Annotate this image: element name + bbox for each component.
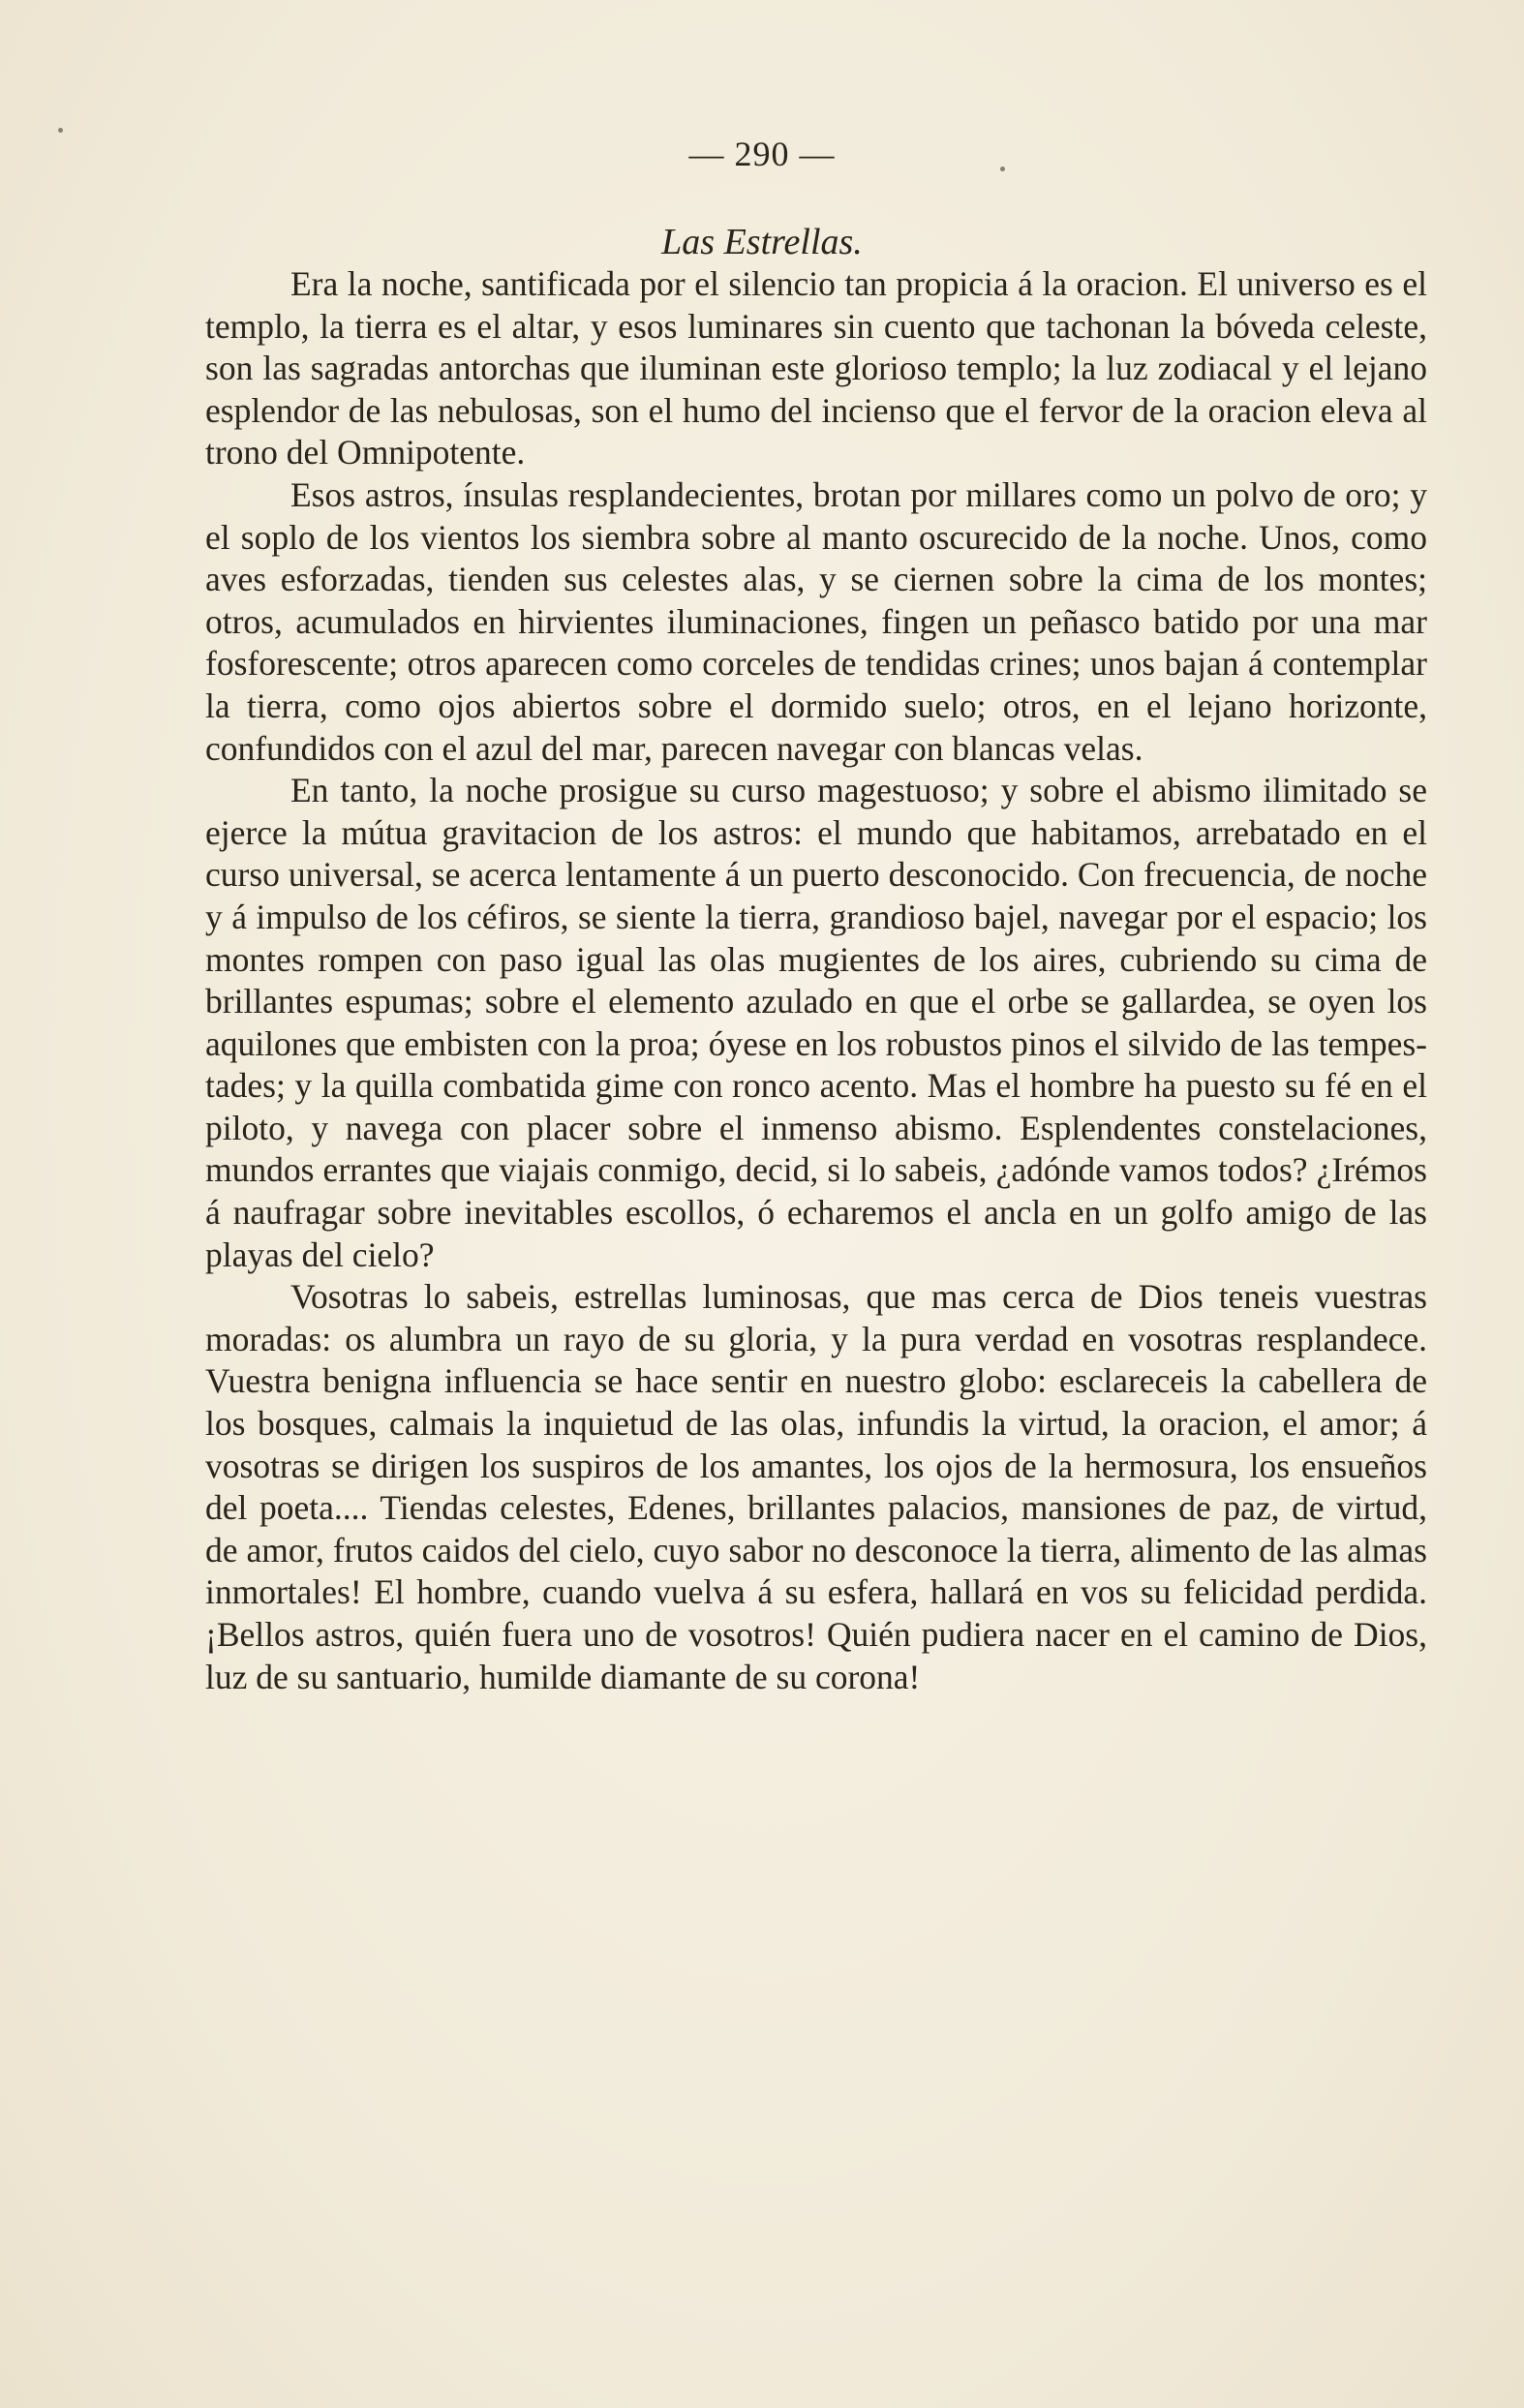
paragraph: Era la noche, santificada por el silencio tan propicia á la oracion. El universo es el templo, la tierra es el altar, y esos luminares sin cuento que tachonan la bóveda celeste, son las sagradas antorchas que iluminan este glorioso templo; la luz zodiacal y el lejano esplendor de las nebulosas, son el humo del incienso que el fervor de la oracion eleva al trono del Omnipotente. [205, 264, 1427, 472]
chapter-title: Las Estrellas. [661, 222, 863, 262]
paragraph: Esos astros, ínsulas resplandecientes, brotan por millares como un polvo de oro; y el soplo de los vientos los siembra sobre al manto oscurecido de la noche. Unos, como aves esforzadas, tienden sus celestes alas, y se ciernen sobre la cima de los montes; otros, acumulados en hirvientes iluminaciones, fingen un peñasco batido por una mar fosforescente; otros aparecen como corceles de tendidas crines; unos bajan á contemplar la tierra, como ojos abiertos sobre el dormido suelo; otros, en el lejano horizonte, confundidos con el azul del mar, parecen navegar con blancas velas. [205, 474, 1427, 768]
page-number: — 290 — [688, 135, 836, 173]
ink-speck [58, 128, 63, 133]
paragraph: En tanto, la noche prosigue su curso magestuoso; y sobre el abismo ilimitado se ejerce la mútua gravitacion de los astros: el mundo que habitamos, arrebatado en el curso universal, se acerca lentamente á un puerto desconocido. Con frecuencia, de noche y á impulso de los céfiros, se siente la tierra, grandioso bajel, navegar por el espacio; los montes rompen con paso igual las olas mugientes de los aires, cubriendo su cima de brillantes espumas; sobre el elemento azulado en que el orbe se gallardea, se oyen los aquilones que embisten con la proa; óyese en los robustos pinos el silvido de las tempestades; y la quilla combatida gime con ronco acento. Mas el hombre ha puesto su fé en el piloto, y navega con placer sobre el inmenso abismo. Esplendentes constelaciones, mundos errantes que viajais conmigo, decid, si lo sabeis, ¿adónde vamos todos? ¿Irémos á naufragar sobre inevitables escollos, ó echaremos el ancla en un golfo amigo de las playas del cielo? [205, 771, 1427, 1274]
body-text [205, 263, 1427, 1698]
paragraph: Vosotras lo sabeis, estrellas luminosas, que mas cerca de Dios teneis vuestras moradas: os alumbra un rayo de su gloria, y la pura verdad en vosotras resplandece. Vuestra benigna influencia se hace sentir en nuestro globo: esclareceis la cabellera de los bosques, calmais la inquietud de las olas, infundis la virtud, la oracion, el amor; á vosotras se dirigen los suspiros de los amantes, los ojos de la hermosura, los ensueños del poeta.... Tiendas celestes, Edenes, brillantes palacios, mansiones de paz, de virtud, de amor, frutos caidos del cielo, cuyo sabor no desconoce la tierra, alimento de las almas inmortales! El hombre, cuando vuelva á su esfera, hallará en vos su felicidad perdida. ¡Bellos astros, quién fuera uno de vosotros! Quién pudiera nacer en el camino de Dios, luz de su santuario, humilde diamante de su corona! [205, 1277, 1427, 1696]
